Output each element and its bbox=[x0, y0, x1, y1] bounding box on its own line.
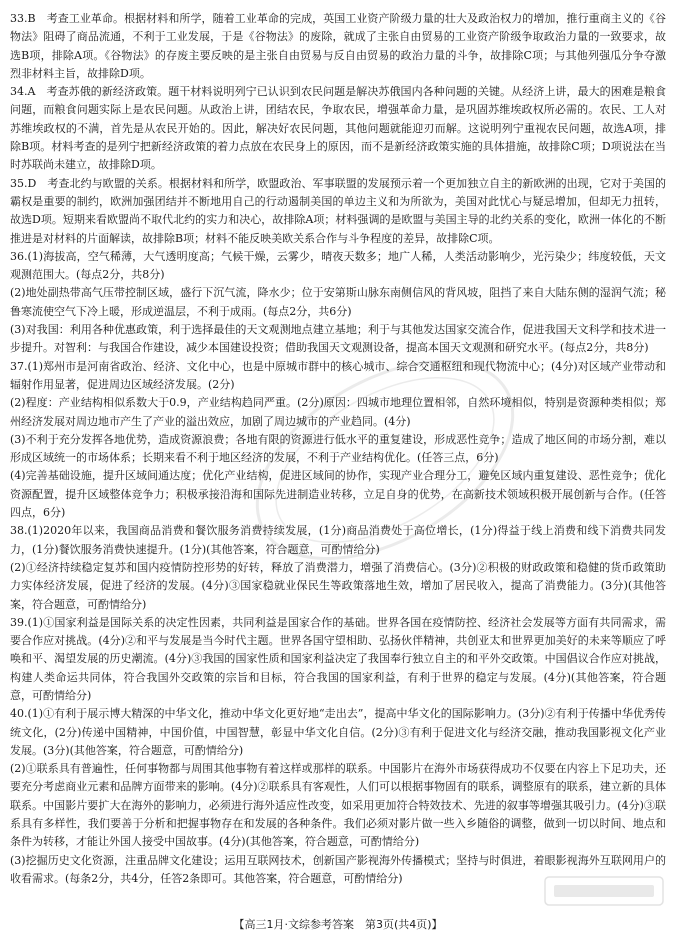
answer-40-part2: (2)①联系具有普遍性，任何事物都与周围其他事物有着这样或那样的联系。中国影片在海外市场获得成功不仅要在内容上下足功夫，还要充分考虑商业元素和品牌方面带来的影响。(4分)②联系具有客观性，人们可以根据事物固有的联系，调整原有的联系，建立新的具体联系。中国影片要扩大在海外的影响力，必须进行海外适应性改变，如采用更加符合特效技术、先进的叙事等增强其吸引力。(4分)③联系具有多样性，我们要善于分析和把握事物存在和发展的各种条件。我们必须对影片做一些入乡随俗的调整，做到一切以时间、地点和条件为转移，才能让外国人接受中国故事。(4分)(其他答案，符合题意，可酌情给分) bbox=[10, 762, 666, 849]
answer-35: 35.D 考查北约与欧盟的关系。根据材料和所学，欧盟政治、军事联盟的发展预示着一个更加独立自主的新欧洲的出现，它对于美国的霸权是重要的制约，欧洲加强团结并不断地用自己的行动遏制美国的单边主义和为所欲为，美国对此忧心与疑忌增加，但却无力扭转，故选D项。短期来看欧盟尚不取代北约的实力和决心，故排除A项；材料强调的是欧盟与美国主导的北约关系的变化，欧洲一体化的不断推进是对材料的片面解读，故排除B项；材料不能反映美欧关系合作与斗争程度的差异，故排除C项。 bbox=[10, 176, 666, 245]
answer-37-part4: (4)完善基础设施，提升区域间通达度；优化产业结构，促进区域间的协作，实现产业合理分工，避免区域内重复建设、恶性竞争；优化资源配置，提升区域整体竞争力；积极承接沿海和国际先进制造业转移，立足自身的优势，在高新技术领域积极开展创新与合作。(任答四点，6分) bbox=[10, 469, 666, 520]
answer-37-part1: 37.(1)郑州市是河南省政治、经济、文化中心，也是中原城市群中的核心城市、综合交通枢纽和现代物流中心；(4分)对区域产业带动和辐射作用显著，促进周边区域经济发展。(2分) bbox=[10, 359, 666, 391]
answer-38-part2: (2)①经济持续稳定复苏和国内疫情防控形势的好转，释放了消费潜力，增强了消费信心。(3分)②积极的财政政策和稳健的货币政策助力实体经济发展，促进了经济的发展。(4分)③国家稳就业保民生等政策落地生效，增加了居民收入，提高了消费能力。(3分)(其他答案，符合题意，可酌情给分) bbox=[10, 560, 666, 611]
page-footer: 【高三1月·文综参考答案 第3页(共4页)】 bbox=[233, 918, 443, 931]
answer-36-part2: (2)地处副热带高气压带控制区域，盛行下沉气流，降水少；位于安第斯山脉东南侧信风的背风坡，阻挡了来自大陆东侧的湿润气流；秘鲁寒流使空气下冷上暖，形成逆温层，不利于成雨。(每点2分，共6分) bbox=[10, 286, 666, 318]
answer-40-part1: 40.(1)①有利于展示博大精深的中华文化，推动中华文化更好地“走出去”，提高中华文化的国际影响力。(3分)②有利于传播中华优秀传统文化，(2分)传递中国精神，中国价值，中国智慧，彰显中华文化自信。(2分)③有利于促进文化与经济交融，推动我国影视文化产业发展。(3分)(其他答案，符合题意，可酌情给分) bbox=[10, 707, 666, 757]
answer-36-part1: 36.(1)海拔高，空气稀薄，大气透明度高；气候干燥，云雾少，晴夜天数多；地广人稀，人类活动影响少，光污染少；纬度较低，天文观测范围大。(每点2分，共8分) bbox=[10, 249, 666, 282]
answer-37-part2: (2)程度：产业结构相似系数大于0.9，产业结构趋同严重。(2分)原因：四城市地理位置相邻，自然环境相似，特别是资源种类相似；郑州经济发展对周边地市产生了产业的溢出效应，加剧了周边城市的产业趋同。(4分) bbox=[10, 396, 666, 428]
answer-37-part3: (3)不利于充分发挥各地优势，造成资源浪费；各地有限的资源进行低水平的重复建设，形成恶性竞争；造成了地区间的市场分割，难以形成区域统一的市场体系；长期来看不利于地区经济的发展，不利于产业结构优化。(任答三点，6分) bbox=[10, 432, 666, 465]
answer-39-part1: 39.(1)①国家利益是国际关系的决定性因素，共同利益是国家合作的基础。世界各国在疫情防控、经济社会发展等方面有共同需求，需要合作应对挑战。(4分)②和平与发展是当今时代主题。世界各国守望相助、弘扬伙伴精神，共创亚太和世界更加美好的未来等顺应了呼唤和平、渴望发展的历史潮流。(4分)③我国的国家性质和国家利益决定了我国奉行独立自主的和平外交政策。中国倡议合作应对挑战，构建人类命运共同体，符合我国外交政策的宗旨和目标，符合我国的国家利益，有利于世界的稳定与发展。(4分)(其他答案，符合题意，可酌情给分) bbox=[10, 615, 666, 702]
answer-36-part3: (3)对我国：利用各种优惠政策，利于选择最佳的天文观测地点建立基地；利于与其他发达国家交流合作，促进我国天文科学和技术进一步提升。对智利：与我国合作建设，减少本国建设投资；借助我国天文观测设备，提高本国天文观测和研究水平。(每点2分，共8分) bbox=[10, 323, 666, 355]
answer-38-part1: 38.(1)2020年以来，我国商品消费和餐饮服务消费持续发展，(1分)商品消费处于高位增长，(1分)得益于线上消费和线下消费共同发力，(1分)餐饮服务消费快速提升。(1分)(其他答案，符合题意，可酌情给分) bbox=[10, 524, 666, 556]
answer-34: 34.A 考查苏俄的新经济政策。题干材料说明列宁已认识到农民问题是解决苏俄国内各种问题的关键。从经济上讲，最大的困难是粮食问题，而粮食问题实际上是农民问题。从政治上讲，团结农民，争取农民，增强革命力量，是巩固苏维埃政权所必需的。农民、工人对苏维埃政权的不满，首先是从农民开始的。因此，解决好农民问题，其他问题就能迎刃而解。这说明列宁重视农民问题，故选A项，排除B项。材料考查的是列宁把新经济政策的着力点放在农民身上的原因，而不是新经济政策实施的具体措施，故排除C项；D项说法在当时苏联尚未建立，故排除D项。 bbox=[10, 85, 666, 172]
answer-40-part3: (3)挖掘历史文化资源，注重品牌文化建设；运用互联网技术，创新国产影视海外传播模式；坚持与时俱进，着眼影视海外互联网用户的收看需求。(每条2分，共4分，任答2条即可。其他答案，符合题意，可酌情给分) bbox=[10, 853, 666, 885]
answer-33: 33.B 考查工业革命。根据材料和所学，随着工业革命的完成，英国工业资产阶级力量的壮大及政治权力的增加，推行重商主义的《谷物法》阻碍了商品流通，不利于工业发展，于是《谷物法》的废除，就成了主张自由贸易的工业资产阶级争取政治力量的一致要求，故选B项，排除A项。《谷物法》的存废主要反映的是主张自由贸易与反自由贸易的政治力量的斗争，故排除C项；与其他列强瓜分争夺激烈非材料主旨，故排除D项。 bbox=[10, 12, 666, 80]
answer-content bbox=[10, 10, 666, 915]
